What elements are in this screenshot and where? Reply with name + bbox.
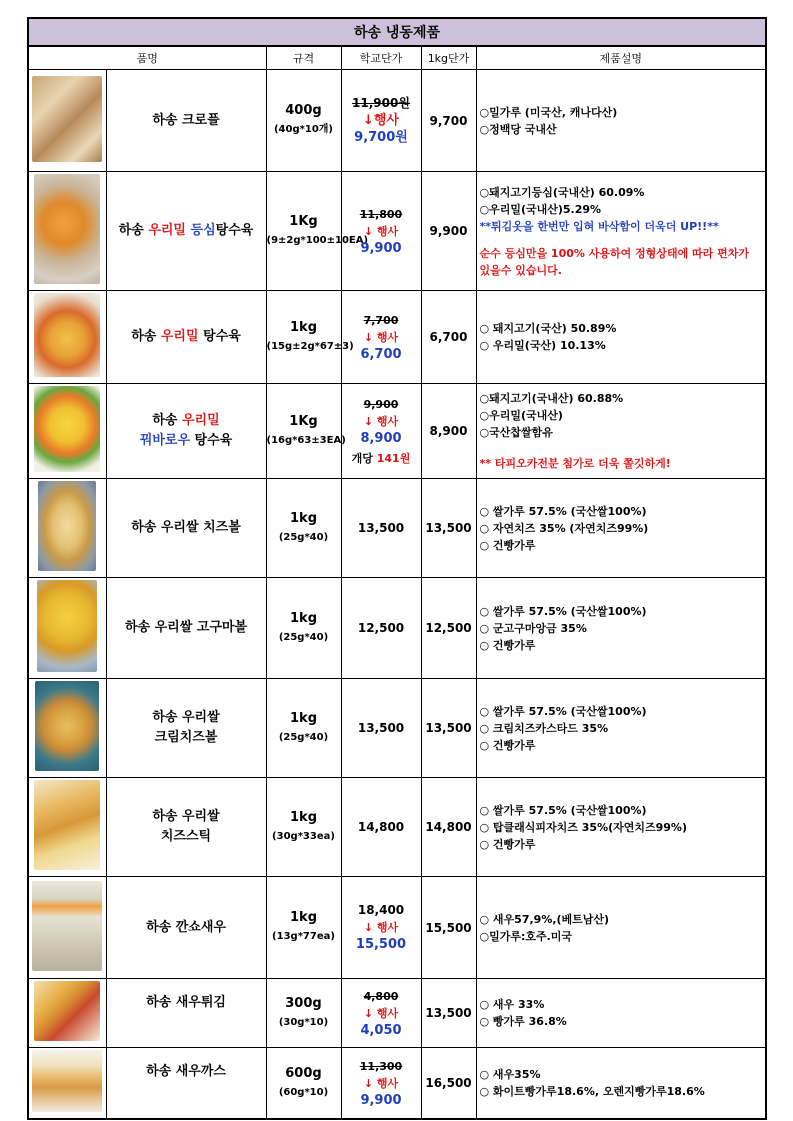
kg-price: 14,800: [421, 778, 476, 877]
product-name-text: 하송 우리쌀: [152, 809, 220, 824]
product-spec: [266, 578, 341, 679]
sale-mark: ↓ 행사: [363, 330, 399, 344]
product-name: [106, 778, 266, 877]
header-kg-price: 1kg단가: [421, 46, 476, 70]
product-spec: [266, 877, 341, 979]
kkanshow-shrimp-photo: [32, 881, 102, 971]
school-price: [341, 778, 421, 877]
table-row: [28, 70, 766, 172]
spec-main: 1kg: [290, 809, 317, 825]
product-description: [476, 291, 766, 384]
kg-price: 6,700: [421, 291, 476, 384]
price: 14,800: [357, 819, 405, 834]
product-description: [476, 70, 766, 172]
spec-main: 600g: [285, 1065, 322, 1081]
product-spec: [266, 479, 341, 578]
desc-line: ○우리밀(국내산)5.29%: [479, 202, 602, 216]
cheese-stick-photo: [34, 780, 100, 870]
sweet-sour-pork-photo: [34, 293, 100, 377]
school-price: [341, 384, 421, 479]
desc-line: ○ 자연치즈 35% (자연치즈99%): [479, 521, 649, 535]
product-image-cell: [28, 291, 106, 384]
product-name: [106, 479, 266, 578]
desc-line: ○ 돼지고기(국산) 50.89%: [479, 322, 617, 335]
unit-price: [342, 450, 421, 467]
sale-price: 4,050: [360, 1022, 402, 1038]
product-image-cell: [28, 479, 106, 578]
kg-price: 15,500: [421, 877, 476, 979]
desc-line: ○ 쌀가루 57.5% (국산쌀100%): [479, 803, 647, 817]
product-name: [106, 1048, 266, 1120]
product-spec: [266, 778, 341, 877]
name-part: 하송: [131, 329, 161, 344]
desc-line: ○ 화이트빵가루18.6%, 오렌지빵가루18.6%: [479, 1085, 705, 1098]
sale-mark: ↓ 행사: [363, 921, 399, 934]
spec-sub: (40g*10개): [273, 124, 334, 135]
product-name: [106, 172, 266, 291]
desc-line: ○ 쌀가루 57.5% (국산쌀100%): [479, 504, 647, 518]
sale-mark: ↓행사: [362, 113, 399, 128]
product-description: [476, 384, 766, 479]
product-description: [476, 778, 766, 877]
desc-note-blue: **튀김옷을 한번만 입혀 바삭함이 더욱더 UP!!**: [479, 219, 719, 233]
school-price: [341, 578, 421, 679]
product-name-text: 하송 새우튀김: [146, 995, 226, 1010]
product-name-text: 치즈스틱: [160, 829, 212, 844]
sale-price: 8,900: [360, 430, 402, 446]
spec-main: 300g: [285, 995, 322, 1011]
product-spec: [266, 679, 341, 778]
kg-price: 16,500: [421, 1048, 476, 1120]
desc-line: ○국산찹쌀함유: [479, 426, 553, 439]
spec-main: 1kg: [290, 610, 317, 626]
old-price: 9,900: [363, 397, 399, 411]
name-part: 탕수육: [190, 433, 233, 448]
desc-line: ○ 군고구마앙금 35%: [479, 621, 587, 635]
sale-mark: ↓ 행사: [363, 1076, 399, 1090]
spec-sub: (60g*10): [278, 1086, 329, 1098]
kg-price: 9,700: [421, 70, 476, 172]
product-description: [476, 172, 766, 291]
sale-mark: ↓ 행사: [363, 414, 399, 428]
spec-sub: (15g±2g*67±3): [266, 340, 354, 352]
product-name: [106, 979, 266, 1048]
product-name-text: 하송 새우까스: [146, 1064, 226, 1079]
cheese-ball-photo: [38, 481, 96, 571]
product-name: [106, 578, 266, 679]
product-name-text: 하송 우리쌀 고구마볼: [124, 620, 248, 635]
sale-mark: ↓ 행사: [363, 1006, 399, 1020]
kg-price: 12,500: [421, 578, 476, 679]
spec-sub: (9±2g*100±10EA): [266, 234, 369, 246]
spec-sub: (25g*40): [278, 731, 329, 743]
old-price: 7,700: [363, 313, 399, 327]
school-price: [341, 979, 421, 1048]
name-part: 하송: [152, 413, 182, 428]
product-name: [106, 679, 266, 778]
table-row: [28, 877, 766, 979]
kg-price: 9,900: [421, 172, 476, 291]
table-row: [28, 979, 766, 1048]
product-description: [476, 877, 766, 979]
school-price: [341, 877, 421, 979]
desc-line: ○돼지고기등심(국내산) 60.09%: [479, 185, 645, 199]
kg-price: 8,900: [421, 384, 476, 479]
name-part-blue: 꿔바로우: [139, 433, 191, 448]
desc-line: ○ 새우57,9%,(베트남산): [479, 912, 610, 926]
desc-note-red: 순수 등심만을 100% 사용하여 정형상태에 따라 편차가 있을수 있습니다.: [479, 246, 749, 277]
desc-spacer: [480, 235, 764, 245]
school-price: [341, 1048, 421, 1120]
spec-main: 400g: [285, 103, 322, 118]
desc-line: ○ 건빵가루: [479, 837, 536, 851]
table-title: 하송 냉동제품: [28, 18, 766, 46]
product-image-cell: [28, 1048, 106, 1120]
spec-main: 1Kg: [289, 213, 318, 229]
header-row: [28, 46, 766, 70]
product-spec: [266, 172, 369, 291]
product-image-cell: [28, 384, 106, 479]
product-name-text: 하송 우리쌀: [152, 710, 220, 725]
header-description: 제품설명: [476, 46, 766, 70]
old-price: 4,800: [363, 989, 399, 1003]
product-name-text: 하송 깐쇼새우: [146, 919, 226, 935]
product-description: [476, 679, 766, 778]
kkwobarou-photo: [34, 386, 100, 472]
product-image-cell: [28, 578, 106, 679]
spec-main: 1kg: [290, 510, 317, 526]
desc-line: ○우리밀(국내산): [479, 409, 563, 422]
header-spec: 규격: [266, 46, 341, 70]
table-row: [28, 578, 766, 679]
product-name: [106, 877, 266, 979]
name-part: 탕수육: [215, 223, 254, 238]
product-image-cell: [28, 877, 106, 979]
product-spec: [266, 1048, 341, 1120]
price: 12,500: [357, 620, 405, 635]
price: 13,500: [357, 720, 405, 735]
unit-price-label: 개당: [351, 451, 377, 465]
table-row: [28, 291, 766, 384]
table-row: [28, 172, 766, 291]
product-description: [476, 578, 766, 679]
sweet-potato-ball-photo: [37, 580, 97, 672]
table-row: [28, 384, 766, 479]
sale-price: 15,500: [355, 937, 407, 952]
school-price: [341, 172, 421, 291]
desc-line: ○ 건빵가루: [479, 738, 536, 752]
desc-line: ○ 새우 33%: [479, 998, 545, 1011]
name-part-red: 우리밀: [160, 329, 199, 344]
unit-price-value: 141원: [376, 451, 411, 465]
spec-main: 1kg: [290, 319, 317, 335]
desc-line: ○ 건빵가루: [479, 538, 536, 552]
product-name: [106, 70, 266, 172]
price: 13,500: [357, 520, 405, 535]
sale-price: 9,700원: [354, 130, 408, 145]
shrimp-cutlet-photo: [32, 1050, 102, 1112]
school-price: [341, 679, 421, 778]
spec-sub: (25g*40): [278, 531, 329, 543]
product-name-text: 크림치즈볼: [154, 730, 218, 745]
desc-line: ○밀가루:호주.미국: [479, 929, 573, 943]
product-name-text: 하송 크로플: [152, 112, 220, 128]
product-image-cell: [28, 778, 106, 877]
croffle-photo: [32, 76, 102, 162]
desc-line: ○정백당 국내산: [479, 122, 557, 136]
product-image-cell: [28, 172, 106, 291]
kg-price: 13,500: [421, 979, 476, 1048]
product-spec: [266, 291, 354, 384]
school-price: [341, 70, 421, 172]
table-row: [28, 778, 766, 877]
desc-line: ○ 건빵가루: [479, 638, 536, 652]
desc-line: ○ 쌀가루 57.5% (국산쌀100%): [479, 704, 647, 718]
spec-main: 1kg: [290, 910, 317, 925]
product-image-cell: [28, 70, 106, 172]
kg-price: 13,500: [421, 479, 476, 578]
name-part-red: 우리밀: [181, 413, 220, 428]
product-spec: [266, 384, 346, 479]
product-name-text: 하송 우리쌀 치즈볼: [131, 520, 241, 535]
product-table: [27, 17, 767, 1120]
sweet-sour-pork-photo: [34, 174, 100, 284]
table-row: [28, 1048, 766, 1120]
name-part-red: 우리밀: [148, 223, 186, 238]
spec-sub: (30g*10): [278, 1016, 329, 1028]
name-part: 하송: [118, 223, 149, 238]
old-price: 11,900원: [352, 96, 410, 110]
desc-spacer: [480, 441, 764, 455]
table-row: [28, 679, 766, 778]
product-spec: [266, 979, 341, 1048]
product-description: [476, 1048, 766, 1120]
sale-price: 9,900: [360, 240, 402, 256]
price-sheet: [27, 17, 765, 1120]
spec-main: 1Kg: [289, 413, 318, 429]
cream-cheese-ball-photo: [35, 681, 99, 771]
product-name: [106, 291, 266, 384]
table-row: [28, 479, 766, 578]
spec-main: 1kg: [290, 710, 317, 726]
product-name: [106, 384, 266, 479]
old-price: 11,800: [359, 207, 403, 221]
header-school-price: 학교단가: [341, 46, 421, 70]
spec-sub: (30g*33ea): [272, 830, 335, 842]
desc-line: ○돼지고기(국내산) 60.88%: [479, 392, 624, 405]
name-part-blue: 등심: [186, 223, 216, 238]
desc-line: ○ 크림치즈카스타드 35%: [479, 721, 609, 735]
product-image-cell: [28, 679, 106, 778]
desc-line: ○ 쌀가루 57.5% (국산쌀100%): [479, 604, 647, 618]
spec-sub: (25g*40): [278, 631, 329, 643]
spec-sub: (13g*77ea): [272, 931, 335, 942]
product-description: [476, 979, 766, 1048]
kg-price: 13,500: [421, 679, 476, 778]
sale-mark: ↓ 행사: [363, 224, 399, 238]
desc-line: ○ 탑클래식피자치즈 35%(자연치즈99%): [479, 820, 687, 834]
sale-price: 6,700: [360, 346, 402, 362]
desc-line: ○밀가루 (미국산, 캐나다산): [479, 105, 618, 119]
sale-price: 9,900: [360, 1092, 402, 1108]
desc-line: ○ 우리밀(국산) 10.13%: [479, 339, 606, 352]
desc-line: ○ 빵가루 36.8%: [479, 1015, 567, 1028]
school-price: [341, 479, 421, 578]
desc-note-red: ** 타피오카전분 첨가로 더욱 쫄깃하게!: [479, 457, 671, 470]
fried-shrimp-photo: [34, 981, 100, 1041]
name-part: 탕수육: [198, 329, 241, 344]
product-image-cell: [28, 979, 106, 1048]
old-price: 18,400: [357, 903, 405, 917]
spec-sub: (16g*63±3EA): [266, 434, 346, 446]
header-name: 품명: [28, 46, 266, 70]
old-price: 11,300: [359, 1059, 403, 1073]
product-spec: [266, 70, 341, 172]
school-price: [341, 291, 421, 384]
product-description: [476, 479, 766, 578]
desc-line: ○ 새우35%: [479, 1068, 541, 1081]
